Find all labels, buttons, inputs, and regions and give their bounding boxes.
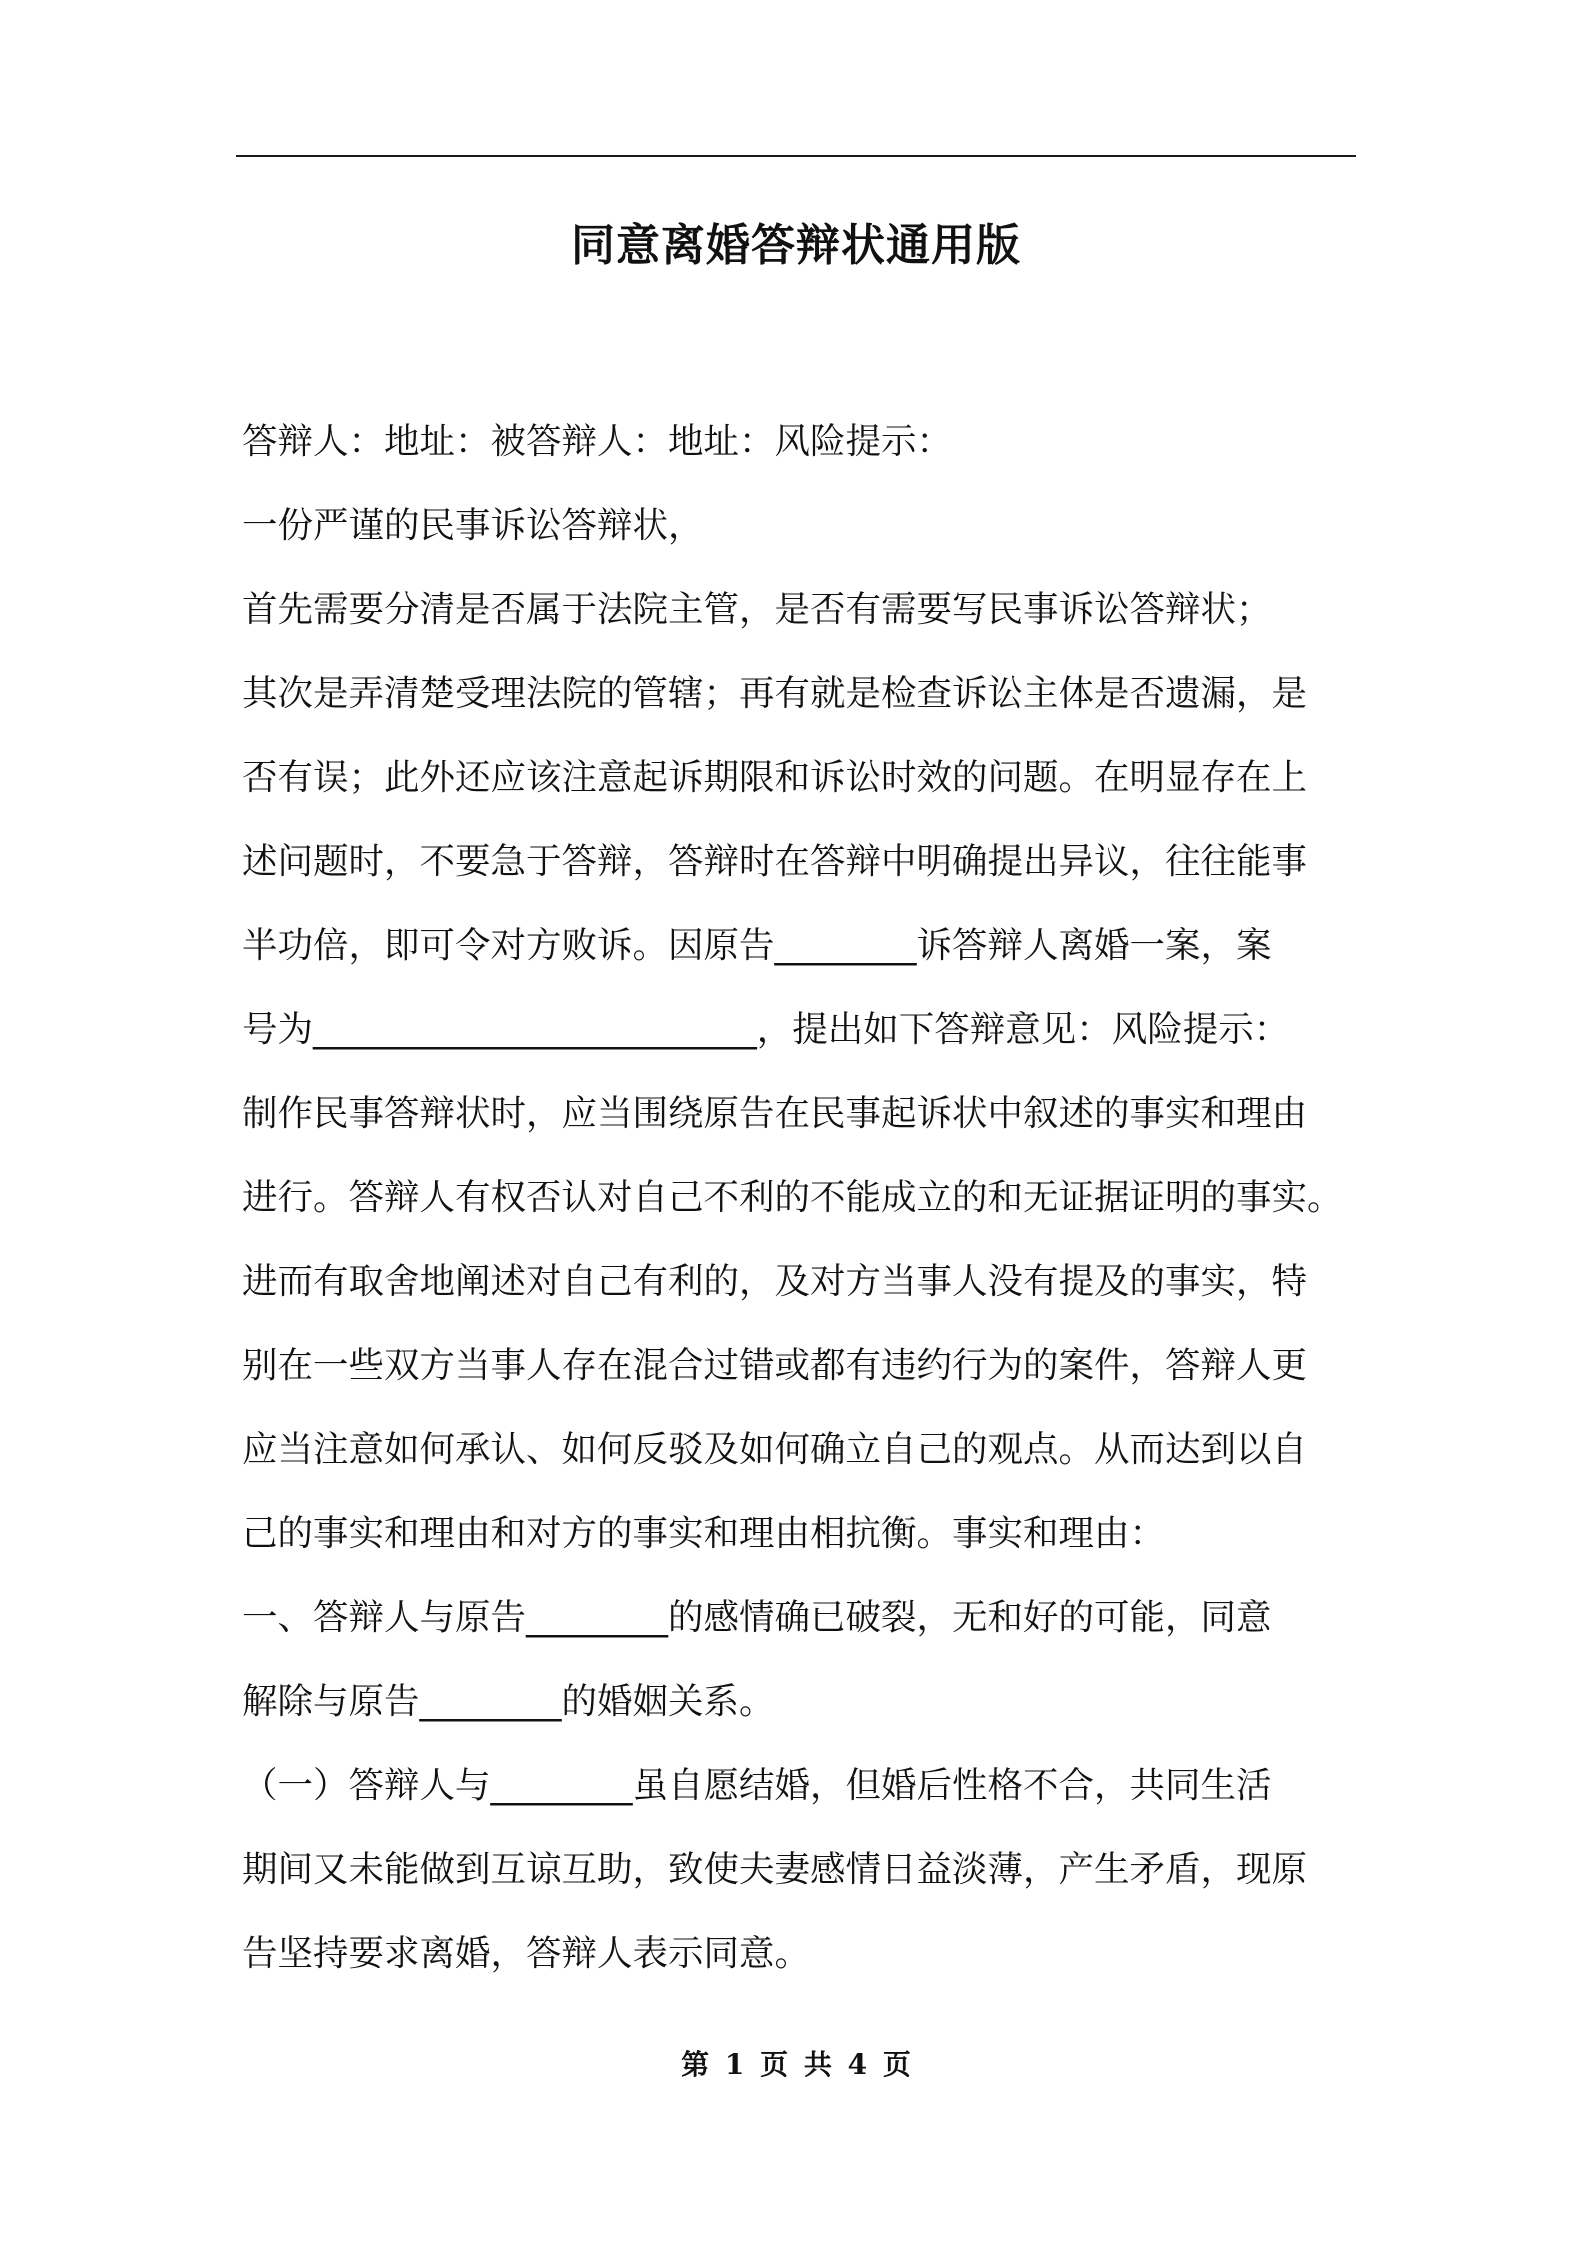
body-line: 别在一些双方当事人存在混合过错或都有违约行为的案件，答辩人更 — [242, 1345, 1308, 1386]
body-line: 己的事实和理由和对方的事实和理由相抗衡。事实和理由： — [242, 1513, 1166, 1554]
body-line: 一份严谨的民事诉讼答辩状， — [242, 505, 704, 546]
body-line: 制作民事答辩状时，应当围绕原告在民事起诉状中叙述的事实和理由 — [242, 1093, 1308, 1134]
body-line: 答辩人：地址：被答辩人：地址：风险提示： — [242, 421, 953, 462]
body-line: 应当注意如何承认、如何反驳及如何确立自己的观点。从而达到以自 — [242, 1429, 1308, 1470]
body-line: （一）答辩人与________虽自愿结婚，但婚后性格不合，共同生活 — [242, 1765, 1272, 1806]
body-line: 述问题时，不要急于答辩，答辩时在答辩中明确提出异议，往往能事 — [242, 841, 1308, 882]
body-line: 其次是弄清楚受理法院的管辖；再有就是检查诉讼主体是否遗漏，是 — [242, 673, 1308, 714]
header-rule — [236, 155, 1356, 157]
body-line: 半功倍，即可令对方败诉。因原告________诉答辩人离婚一案，案 — [242, 925, 1272, 966]
document-body — [242, 400, 1367, 1996]
body-line: 号为_________________________，提出如下答辩意见：风险提示： — [242, 1009, 1290, 1050]
body-line: 解除与原告________的婚姻关系。 — [242, 1681, 775, 1722]
body-line: 期间又未能做到互谅互助，致使夫妻感情日益淡薄，产生矛盾，现原 — [242, 1849, 1308, 1890]
body-line: 一、答辩人与原告________的感情确已破裂，无和好的可能，同意 — [242, 1597, 1272, 1638]
body-line: 进行。答辩人有权否认对自己不利的不能成立的和无证据证明的事实。 — [242, 1177, 1343, 1218]
body-line: 进而有取舍地阐述对自己有利的，及对方当事人没有提及的事实，特 — [242, 1261, 1308, 1302]
body-line: 否有误；此外还应该注意起诉期限和诉讼时效的问题。在明显存在上 — [242, 757, 1308, 798]
document-title: 同意离婚答辩状通用版 — [571, 220, 1021, 271]
body-line: 首先需要分清是否属于法院主管，是否有需要写民事诉讼答辩状； — [242, 589, 1272, 630]
body-line: 告坚持要求离婚，答辩人表示同意。 — [242, 1933, 811, 1974]
page-number-footer: 第 1 页 共 4 页 — [681, 2048, 911, 2081]
